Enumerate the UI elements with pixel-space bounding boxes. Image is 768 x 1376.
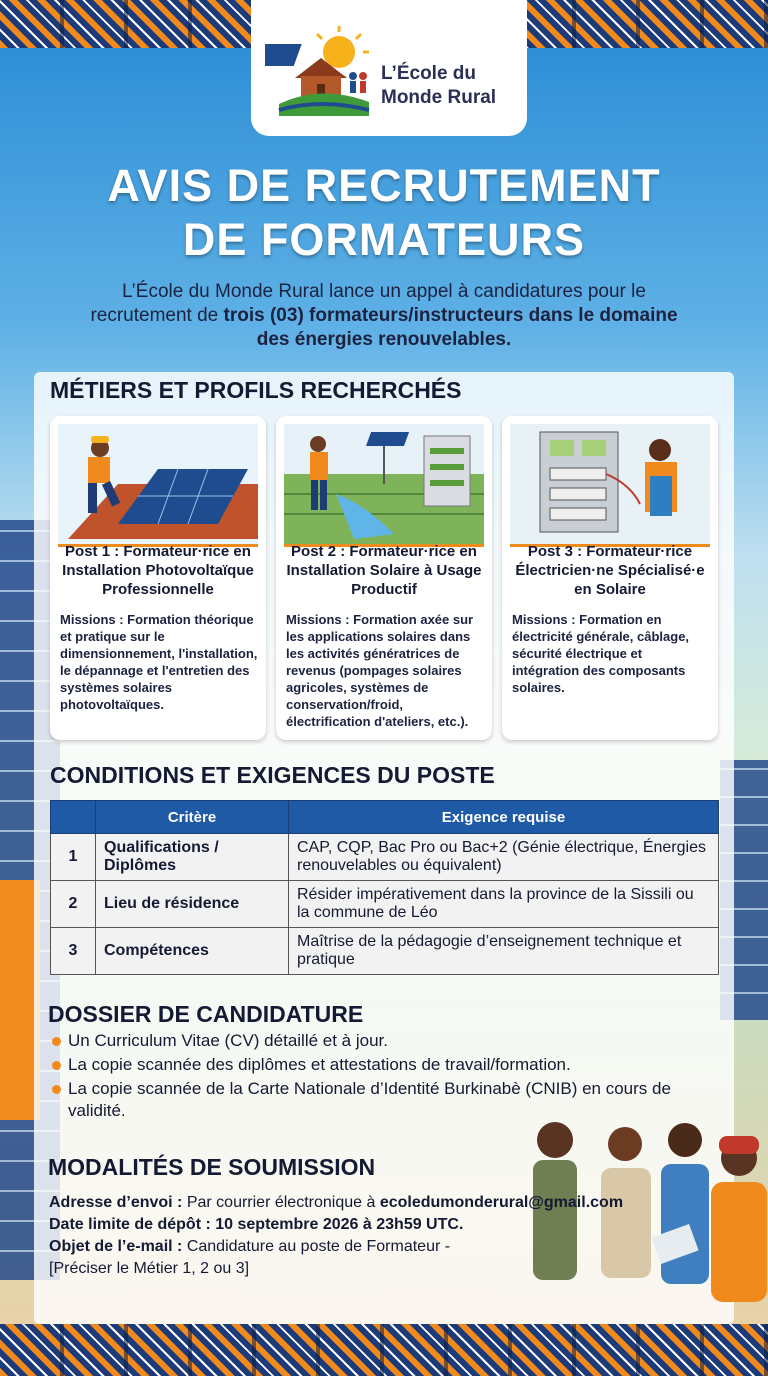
- date-label: Date limite de dépôt :: [49, 1216, 211, 1233]
- logo-card: [251, 0, 527, 136]
- list-item: Un Curriculum Vitae (CV) détaillé et à jour.: [50, 1030, 690, 1052]
- row-number: 3: [51, 928, 96, 975]
- page-title-line1: AVIS DE RECRUTEMENT: [107, 160, 661, 211]
- table-header-exigence: Exigence requise: [289, 801, 719, 834]
- objet-row: [49, 1236, 729, 1258]
- table-row: [51, 881, 719, 928]
- job-card-1: [50, 416, 266, 740]
- row-critere: Compétences: [96, 928, 289, 975]
- row-number: 1: [51, 834, 96, 881]
- list-item: La copie scannée de la Carte Nationale d’Identité Burkinabè (CNIB) en cours de validité.: [50, 1078, 690, 1122]
- email-link[interactable]: ecoledumonderural@gmail.com: [379, 1194, 624, 1211]
- metiers-heading: MÉTIERS ET PROFILS RECHERCHÉS: [50, 377, 462, 403]
- school-logo-icon: [265, 24, 377, 120]
- row-critere: Lieu de résidence: [96, 881, 289, 928]
- bottom-pattern-border: [0, 1324, 768, 1376]
- job-card-3-title: Post 3 : Formateur·rice Électricien·ne Spécialisé·e en Solaire: [515, 543, 705, 598]
- logo-line1: L’École du: [381, 63, 477, 84]
- rooftop-solar-installer-illustration: [58, 424, 258, 547]
- table-row: [51, 834, 719, 881]
- row-exigence: Résider impérativement dans la province de la Sissili ou la commune de Léo: [289, 881, 719, 928]
- objet-label: Objet de l’e-mail :: [49, 1238, 183, 1255]
- job-card-3: [502, 416, 718, 740]
- table-header-critere: Critère: [96, 801, 289, 834]
- row-exigence: CAP, CQP, Bac Pro ou Bac+2 (Génie électrique, Énergies renouvelables ou équivalent): [289, 834, 719, 881]
- row-critere: Qualifications / Diplômes: [96, 834, 289, 881]
- date-row: [49, 1214, 729, 1236]
- page-title-line2: DE FORMATEURS: [182, 214, 586, 265]
- dossier-heading: DOSSIER DE CANDIDATURE: [48, 1001, 364, 1027]
- job-card-1-missions: Missions : Formation théorique et pratique sur le dimensionnement, l'installation, le dépannage et l'entretien des systèmes solaires photovoltaïques.: [60, 612, 258, 712]
- list-item: La copie scannée des diplômes et attestations de travail/formation.: [50, 1054, 690, 1076]
- table-row: [51, 928, 719, 975]
- row-number: 2: [51, 881, 96, 928]
- objet-text: Candidature au poste de Formateur -: [186, 1238, 451, 1255]
- job-card-3-missions: Missions : Formation en électricité générale, câblage, sécurité électrique et intégration des composants solaires.: [512, 612, 690, 695]
- intro-paragraph: [80, 280, 688, 352]
- adresse-label: Adresse d’envoi :: [49, 1194, 183, 1211]
- objet-row-2: [Préciser le Métier 1, 2 ou 3]: [49, 1260, 250, 1277]
- adresse-text: Par courrier électronique à: [186, 1194, 376, 1211]
- intro-bold-text: trois (03) formateurs/instructeurs dans le domaine des énergies renouvelables.: [223, 305, 678, 350]
- solar-pump-fridge-illustration: [284, 424, 484, 547]
- job-card-2-missions: Missions : Formation axée sur les applications solaires dans les activités génératrices de revenus (pompages solaires agricoles, systèmes de conservation/froid, électrification d'ateliers, etc.).: [286, 612, 474, 729]
- date-value: 10 septembre 2026 à 23h59 UTC.: [215, 1216, 464, 1233]
- modalites-heading: MODALITÉS DE SOUMISSION: [48, 1154, 376, 1180]
- intro-text: L’École du Monde Rural lance un appel à candidatures pour le recrutement de: [90, 281, 646, 326]
- electrician-panel-illustration: [510, 424, 710, 547]
- table-header-num: [51, 801, 96, 834]
- table-header-row: [51, 801, 719, 834]
- conditions-table: [50, 800, 719, 975]
- job-card-2-title: Post 2 : Formateur·rice en Installation Solaire à Usage Productif: [286, 543, 482, 598]
- conditions-heading: CONDITIONS ET EXIGENCES DU POSTE: [50, 762, 495, 788]
- job-card-2: [276, 416, 492, 740]
- row-exigence: Maîtrise de la pédagogie d’enseignement technique et pratique: [289, 928, 719, 975]
- modalites-block: [49, 1192, 729, 1280]
- logo-line2: Monde Rural: [381, 87, 497, 108]
- job-card-1-title: Post 1 : Formateur·rice en Installation Photovoltaïque Professionnelle: [62, 543, 254, 598]
- adresse-row: [49, 1192, 729, 1214]
